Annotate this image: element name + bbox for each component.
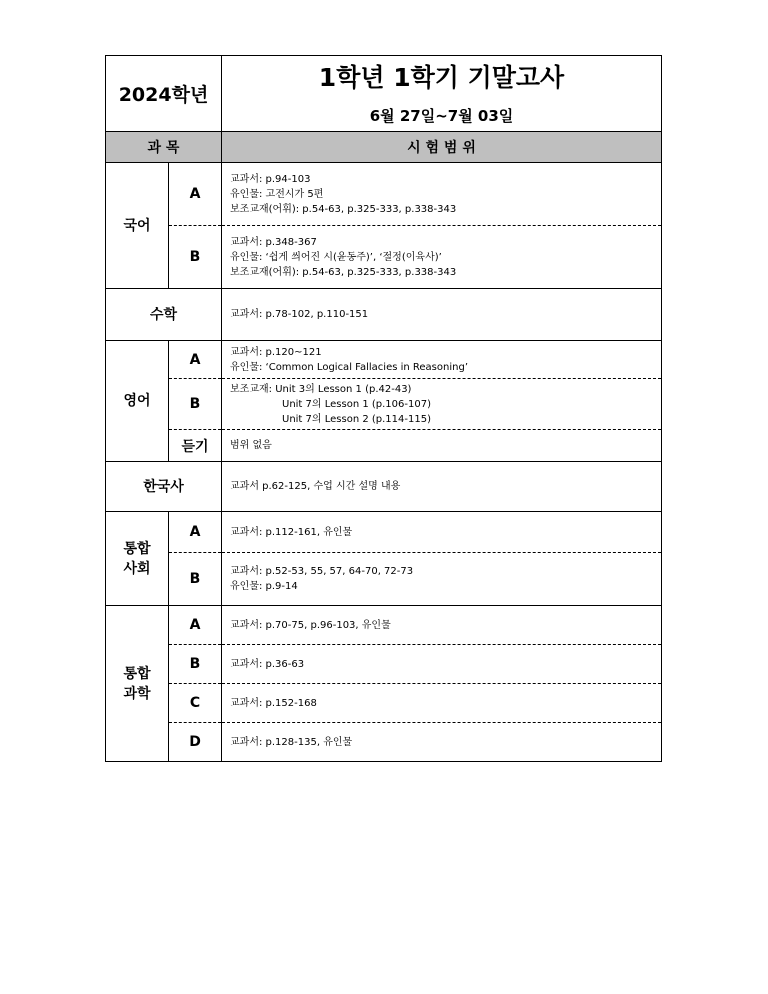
scope-header: 시 험 범 위	[222, 132, 662, 163]
scope-line: Unit 7의 Lesson 1 (p.106-107)	[282, 398, 431, 410]
social-a-scope: 교과서: p.112-161, 유인물	[222, 512, 662, 553]
subject-name-line: 통합	[123, 540, 151, 557]
exam-schedule-table	[105, 55, 662, 762]
subject-integrated-science	[106, 606, 169, 762]
english-b-row	[106, 379, 662, 430]
english-a-label: A	[169, 341, 222, 379]
subject-name-line: 사회	[123, 560, 151, 577]
scope-line: 유인물: ‘Common Logical Fallacies in Reasoning’	[230, 361, 468, 373]
science-b-scope: 교과서: p.36-63	[222, 645, 662, 684]
subject-english: 영어	[106, 341, 169, 462]
subject-korean-history: 한국사	[106, 462, 222, 512]
social-a-row	[106, 512, 662, 553]
subject-integrated-social	[106, 512, 169, 606]
math-row	[106, 289, 662, 341]
english-listening-label: 듣기	[169, 430, 222, 462]
korean-a-row	[106, 163, 662, 226]
korean-a-scope	[222, 163, 662, 226]
science-a-scope: 교과서: p.70-75, p.96-103, 유인물	[222, 606, 662, 645]
subject-name-line: 통합	[123, 665, 151, 682]
scope-line: 보조교재(어휘): p.54-63, p.325-333, p.338-343	[230, 266, 457, 278]
subject-header: 과 목	[106, 132, 222, 163]
social-b-scope	[222, 553, 662, 606]
social-a-label: A	[169, 512, 222, 553]
english-b-scope	[222, 379, 662, 430]
science-c-scope: 교과서: p.152-168	[222, 684, 662, 723]
subject-korean: 국어	[106, 163, 169, 289]
scope-line: 유인물: 고전시가 5편	[230, 188, 324, 200]
header-row	[106, 56, 662, 132]
science-b-label: B	[169, 645, 222, 684]
english-listening-scope: 범위 없음	[222, 430, 662, 462]
science-d-label: D	[169, 723, 222, 762]
title-cell	[222, 56, 662, 132]
scope-line: 교과서: p.94-103	[230, 173, 311, 185]
scope-line: 보조교재(어휘): p.54-63, p.325-333, p.338-343	[230, 203, 457, 215]
social-b-label: B	[169, 553, 222, 606]
column-header-row	[106, 132, 662, 163]
korean-b-row	[106, 226, 662, 289]
korean-b-label: B	[169, 226, 222, 289]
science-c-row	[106, 684, 662, 723]
exam-dates: 6월 27일~7월 03일	[369, 107, 514, 125]
scope-line: 교과서: p.120~121	[230, 346, 322, 358]
science-d-row	[106, 723, 662, 762]
scope-line: 교과서: p.348-367	[230, 236, 317, 248]
science-a-label: A	[169, 606, 222, 645]
english-a-row	[106, 341, 662, 379]
scope-line: 유인물: ‘쉽게 씌어진 시(윤동주)’, ‘절정(이육사)’	[230, 251, 442, 263]
korean-b-scope	[222, 226, 662, 289]
subject-math: 수학	[106, 289, 222, 341]
subject-name-line: 과학	[123, 685, 151, 702]
science-c-label: C	[169, 684, 222, 723]
social-b-row	[106, 553, 662, 606]
english-listening-row	[106, 430, 662, 462]
school-year: 2024학년	[106, 56, 222, 132]
history-row	[106, 462, 662, 512]
scope-line: 보조교재: Unit 3의 Lesson 1 (p.42-43)	[230, 383, 412, 395]
scope-line: 교과서: p.52-53, 55, 57, 64-70, 72-73	[230, 566, 414, 577]
math-scope: 교과서: p.78-102, p.110-151	[222, 289, 662, 341]
scope-line: 유인물: p.9-14	[230, 581, 298, 592]
science-d-scope: 교과서: p.128-135, 유인물	[222, 723, 662, 762]
scope-line: Unit 7의 Lesson 2 (p.114-115)	[282, 413, 431, 425]
korean-a-label: A	[169, 163, 222, 226]
exam-title: 1학년 1학기 기말고사	[318, 63, 565, 92]
english-a-scope	[222, 341, 662, 379]
english-b-label: B	[169, 379, 222, 430]
history-scope: 교과서 p.62-125, 수업 시간 설명 내용	[222, 462, 662, 512]
science-b-row	[106, 645, 662, 684]
science-a-row	[106, 606, 662, 645]
